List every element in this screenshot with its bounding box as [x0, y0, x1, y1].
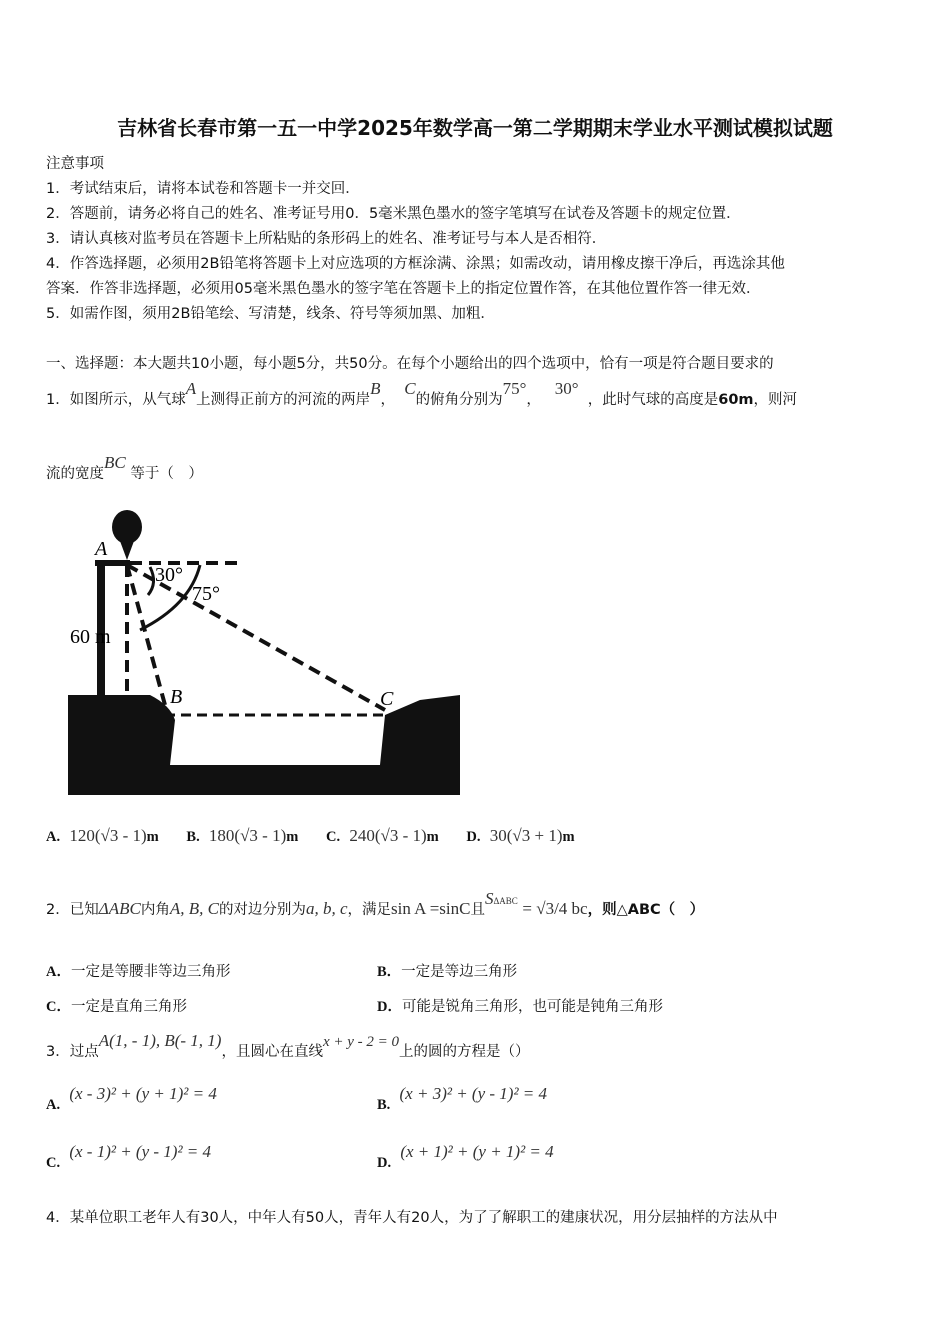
- option-label: C.: [46, 1155, 61, 1171]
- option-A-value[interactable]: 120(√3 - 1): [69, 826, 147, 845]
- math: sin A =sinC: [390, 899, 471, 918]
- option-text: 一定是等边三角形: [401, 964, 518, 980]
- q-text: ，: [526, 392, 541, 408]
- math-C: C: [404, 379, 416, 398]
- unit: m: [286, 829, 299, 845]
- option-A[interactable]: [46, 1084, 217, 1114]
- option-text: 一定是等腰非等边三角形: [70, 964, 231, 980]
- option-label: B.: [186, 829, 200, 845]
- option-label: D.: [377, 1155, 392, 1171]
- angle-30: 30°: [554, 379, 579, 398]
- q-text: ，则河: [753, 392, 798, 408]
- option-math: (x - 1)² + (y - 1)² = 4: [69, 1142, 212, 1161]
- q-text: 的对边分别为: [218, 902, 306, 918]
- q-text: ，且圆心在直线: [221, 1044, 323, 1060]
- question-1-line1: [46, 379, 798, 409]
- label-75: 75°: [192, 583, 220, 605]
- q-text: ，: [380, 392, 396, 408]
- unit: m: [146, 829, 159, 845]
- q-text: ，满足: [347, 902, 391, 918]
- balloon-river-figure: [40, 505, 465, 800]
- q-text: 已知: [69, 902, 99, 918]
- math: A(1, - 1), B(- 1, 1): [98, 1031, 222, 1050]
- option-label: D.: [466, 829, 481, 845]
- q-text: 某单位职工老年人有30人，中年人有50人，青年人有20人，为了了解职工的建康状况，用分层抽样的方法从中: [69, 1210, 778, 1226]
- q-text: ，此时气球的高度是: [587, 392, 719, 408]
- math: ΔABC: [98, 899, 141, 918]
- option-A[interactable]: [46, 960, 230, 981]
- q-text: 的俯角分别为: [415, 392, 503, 408]
- q-text: 上测得正前方的河流的两岸: [196, 392, 371, 408]
- option-C[interactable]: [46, 995, 187, 1016]
- height-value: 60m: [718, 392, 754, 408]
- math-B: B: [370, 379, 381, 398]
- math: S: [485, 889, 494, 908]
- option-label: D．: [377, 999, 402, 1015]
- label-C: C: [380, 688, 394, 710]
- option-label: B.: [377, 1097, 391, 1113]
- label-60m: 60 m: [70, 626, 111, 648]
- note-item: 4．作答选择题，必须用2B铅笔将答题卡上对应选项的方框涂满、涂黑；如需改动，请用橡皮擦干净后，再选涂其他: [46, 256, 785, 272]
- question-3: [46, 1031, 530, 1061]
- q-number: 3．: [46, 1044, 70, 1060]
- note-item: 1．考试结束后，请将本试卷和答题卡一并交回．: [46, 181, 360, 197]
- option-label: C．: [46, 999, 71, 1015]
- q-text: 且: [470, 902, 485, 918]
- option-C[interactable]: [46, 1142, 212, 1172]
- option-C-value[interactable]: 240(√3 - 1): [349, 826, 427, 845]
- q-text: 上的圆的方程是（）: [399, 1044, 530, 1060]
- note-item: 2．答题前，请务必将自己的姓名、准考证号用0．5毫米黑色墨水的签字笔填写在试卷及答题卡的规定位置．: [46, 206, 741, 222]
- angle-75: 75°: [502, 379, 527, 398]
- q-text: 过点: [69, 1044, 99, 1060]
- page-title: 吉林省长春市第一五一中学2025年数学高一第二学期期末学业水平测试模拟试题: [117, 116, 833, 140]
- math: a, b, c: [305, 899, 348, 918]
- q-text: 流的宽度: [46, 466, 104, 482]
- label-30: 30°: [155, 564, 183, 586]
- option-B-value[interactable]: 180(√3 - 1): [208, 826, 287, 845]
- option-D[interactable]: [377, 995, 663, 1016]
- option-label: A．: [46, 964, 71, 980]
- label-B: B: [170, 686, 183, 708]
- option-D[interactable]: [377, 1142, 554, 1172]
- math: A, B, C: [169, 899, 219, 918]
- q-text: 等于（ ）: [130, 466, 203, 482]
- option-label: B．: [377, 964, 402, 980]
- option-label: A.: [46, 1097, 61, 1113]
- math-A: A: [185, 379, 197, 398]
- q1-options: [46, 826, 575, 846]
- option-B[interactable]: [377, 1084, 548, 1114]
- option-B[interactable]: [377, 960, 517, 981]
- notes-heading: 注意事项: [46, 156, 104, 172]
- option-math: (x - 3)² + (y + 1)² = 4: [69, 1084, 217, 1103]
- note-item: 3．请认真核对监考员在答题卡上所粘贴的条形码上的姓名、准考证号与本人是否相符．: [46, 231, 607, 247]
- question-2: [46, 889, 705, 919]
- label-A: A: [95, 538, 108, 560]
- question-1-line2: [46, 453, 203, 483]
- note-item: 答案．作答非选择题，必须用05毫米黑色墨水的签字笔在答题卡上的指定位置作答，在其他位置作答一律无效．: [46, 281, 761, 297]
- option-math: (x + 3)² + (y - 1)² = 4: [399, 1084, 548, 1103]
- option-D-value[interactable]: 30(√3 + 1): [489, 826, 563, 845]
- q-number: 4．: [46, 1210, 70, 1226]
- q-text: 如图所示，从气球: [69, 392, 186, 408]
- section-heading: 一、选择题：本大题共10小题，每小题5分，共50分。在每个小题给出的四个选项中，恰有一项是符合题目要求的: [46, 356, 774, 372]
- unit: m: [562, 829, 575, 845]
- note-item: 5．如需作图，须用2B铅笔绘、写清楚，线条、符号等须加黑、加粗．: [46, 306, 495, 322]
- option-label: A.: [46, 829, 61, 845]
- math: ΔABC: [493, 896, 518, 906]
- q-number: 1．: [46, 392, 70, 408]
- option-label: C.: [326, 829, 341, 845]
- q-text: 内角: [140, 902, 170, 918]
- math-BC: BC: [104, 453, 126, 472]
- question-4: [46, 1206, 778, 1227]
- math: = √3/4 bc: [522, 899, 588, 918]
- option-text: 一定是直角三角形: [70, 999, 187, 1015]
- math: x + y - 2 = 0: [322, 1034, 400, 1050]
- q-number: 2．: [46, 902, 70, 918]
- unit: m: [426, 829, 439, 845]
- q-text: ，则△ABC（ ）: [587, 902, 705, 918]
- option-text: 可能是锐角三角形，也可能是钝角三角形: [401, 999, 663, 1015]
- option-math: (x + 1)² + (y + 1)² = 4: [400, 1142, 554, 1161]
